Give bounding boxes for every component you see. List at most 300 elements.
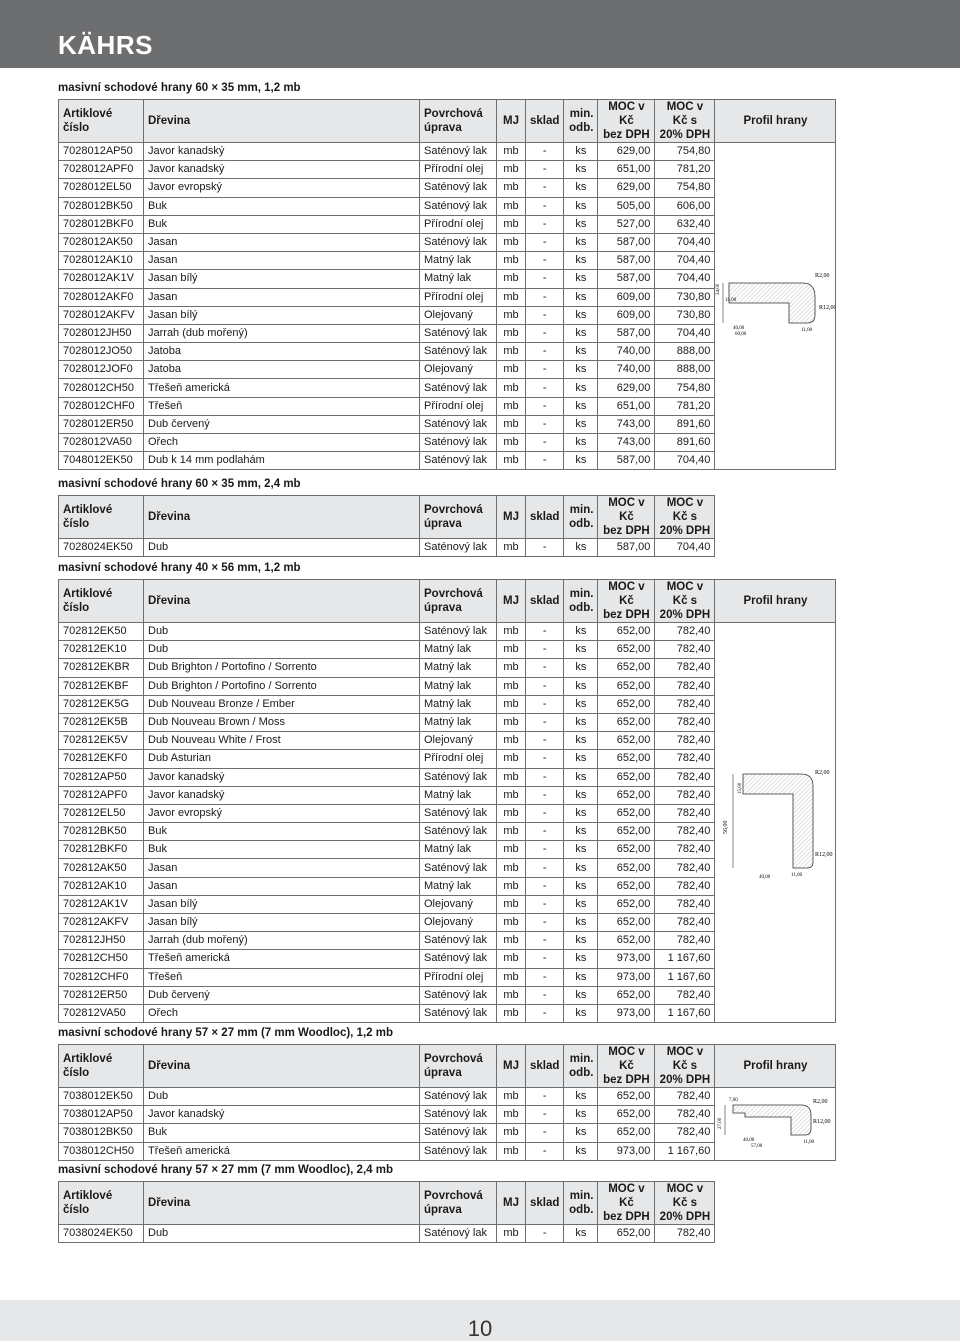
stock-cell: - — [526, 968, 564, 986]
min-order-cell: ks — [564, 215, 598, 233]
stock-cell: - — [526, 288, 564, 306]
wood-species-cell: Jasan — [144, 288, 420, 306]
min-order-cell: ks — [564, 659, 598, 677]
stock-cell: - — [526, 786, 564, 804]
stock-cell: - — [526, 841, 564, 859]
price-incl-vat-cell: 1 167,60 — [655, 1004, 715, 1022]
column-header-profile: Profil hrany — [715, 580, 836, 623]
price-incl-vat-cell: 782,40 — [655, 732, 715, 750]
wood-species-cell: Ořech — [144, 434, 420, 452]
wood-species-cell: Buk — [144, 823, 420, 841]
unit-cell: mb — [497, 179, 526, 197]
wood-species-cell: Dub Asturian — [144, 750, 420, 768]
surface-finish-cell: Olejovaný — [420, 306, 497, 324]
price-table — [58, 579, 836, 1023]
price-incl-vat-cell: 782,40 — [655, 986, 715, 1004]
min-order-cell: ks — [564, 986, 598, 1004]
price-incl-vat-cell: 781,20 — [655, 397, 715, 415]
stock-cell: - — [526, 804, 564, 822]
unit-cell: mb — [497, 161, 526, 179]
price-incl-vat-cell: 782,40 — [655, 1106, 715, 1124]
stock-cell: - — [526, 233, 564, 251]
min-order-cell: ks — [564, 932, 598, 950]
wood-species-cell: Javor kanadský — [144, 768, 420, 786]
unit-cell: mb — [497, 732, 526, 750]
column-header-price2: MOC v Kč s 20% DPH — [655, 1045, 715, 1088]
article-number-cell: 7038024EK50 — [59, 1225, 144, 1243]
edge-profile-cell — [715, 1225, 835, 1243]
stock-cell: - — [526, 932, 564, 950]
column-header-code: Artiklové číslo — [59, 580, 144, 623]
price-incl-vat-cell: 781,20 — [655, 161, 715, 179]
price-excl-vat-cell: 652,00 — [598, 914, 655, 932]
min-order-cell: ks — [564, 695, 598, 713]
article-number-cell: 7028012JOF0 — [59, 361, 144, 379]
stock-cell: - — [526, 215, 564, 233]
unit-cell: mb — [497, 623, 526, 641]
column-header-mj: MJ — [497, 1182, 526, 1225]
column-header-min: min. odb. — [564, 100, 598, 143]
price-incl-vat-cell: 782,40 — [655, 932, 715, 950]
unit-cell: mb — [497, 397, 526, 415]
article-number-cell: 702812JH50 — [59, 932, 144, 950]
surface-finish-cell: Saténový lak — [420, 1225, 497, 1243]
min-order-cell: ks — [564, 895, 598, 913]
article-number-cell: 7038012EK50 — [59, 1088, 144, 1106]
wood-species-cell: Jatoba — [144, 343, 420, 361]
article-number-cell: 7028012AKFV — [59, 306, 144, 324]
wood-species-cell: Třešeň — [144, 968, 420, 986]
min-order-cell: ks — [564, 768, 598, 786]
min-order-cell: ks — [564, 841, 598, 859]
article-number-cell: 7038012CH50 — [59, 1142, 144, 1160]
column-header-price2: MOC v Kč s 20% DPH — [655, 496, 715, 539]
price-incl-vat-cell: 782,40 — [655, 1124, 715, 1142]
price-incl-vat-cell: 704,40 — [655, 539, 715, 557]
price-excl-vat-cell: 740,00 — [598, 343, 655, 361]
price-excl-vat-cell: 587,00 — [598, 252, 655, 270]
price-excl-vat-cell: 527,00 — [598, 215, 655, 233]
price-excl-vat-cell: 973,00 — [598, 968, 655, 986]
svg-text:R2,00: R2,00 — [815, 769, 830, 776]
price-excl-vat-cell: 652,00 — [598, 750, 655, 768]
price-excl-vat-cell: 652,00 — [598, 695, 655, 713]
wood-species-cell: Javor evropský — [144, 179, 420, 197]
price-incl-vat-cell: 782,40 — [655, 786, 715, 804]
price-excl-vat-cell: 652,00 — [598, 1106, 655, 1124]
svg-text:15,00: 15,00 — [725, 298, 737, 304]
svg-text:R2,00: R2,00 — [815, 273, 830, 280]
price-excl-vat-cell: 743,00 — [598, 415, 655, 433]
stock-cell: - — [526, 859, 564, 877]
article-number-cell: 702812APF0 — [59, 786, 144, 804]
surface-finish-cell: Přírodní olej — [420, 397, 497, 415]
svg-text:34,00: 34,00 — [716, 283, 722, 296]
unit-cell: mb — [497, 539, 526, 557]
price-excl-vat-cell: 652,00 — [598, 1088, 655, 1106]
wood-species-cell: Buk — [144, 197, 420, 215]
unit-cell: mb — [497, 786, 526, 804]
stock-cell: - — [526, 695, 564, 713]
price-incl-vat-cell: 782,40 — [655, 804, 715, 822]
stock-cell: - — [526, 950, 564, 968]
unit-cell: mb — [497, 695, 526, 713]
column-header-price1: MOC v Kč bez DPH — [598, 1182, 655, 1225]
price-excl-vat-cell: 587,00 — [598, 539, 655, 557]
article-number-cell: 7028012AP50 — [59, 143, 144, 161]
stock-cell: - — [526, 539, 564, 557]
stock-cell: - — [526, 252, 564, 270]
stock-cell: - — [526, 415, 564, 433]
min-order-cell: ks — [564, 161, 598, 179]
wood-species-cell: Javor kanadský — [144, 143, 420, 161]
wood-species-cell: Javor kanadský — [144, 1106, 420, 1124]
min-order-cell: ks — [564, 415, 598, 433]
column-header-mj: MJ — [497, 580, 526, 623]
article-number-cell: 7028012JO50 — [59, 343, 144, 361]
surface-finish-cell: Saténový lak — [420, 1004, 497, 1022]
surface-finish-cell: Saténový lak — [420, 1142, 497, 1160]
price-incl-vat-cell: 888,00 — [655, 343, 715, 361]
price-incl-vat-cell: 704,40 — [655, 324, 715, 342]
price-incl-vat-cell: 888,00 — [655, 361, 715, 379]
column-header-price1: MOC v Kč bez DPH — [598, 580, 655, 623]
page-footer — [0, 1300, 960, 1341]
edge-profile-cell — [715, 623, 836, 1023]
surface-finish-cell: Saténový lak — [420, 434, 497, 452]
unit-cell: mb — [497, 804, 526, 822]
min-order-cell: ks — [564, 288, 598, 306]
table-row — [59, 1225, 835, 1243]
article-number-cell: 702812VA50 — [59, 1004, 144, 1022]
stock-cell: - — [526, 1124, 564, 1142]
price-excl-vat-cell: 652,00 — [598, 859, 655, 877]
price-excl-vat-cell: 652,00 — [598, 986, 655, 1004]
min-order-cell: ks — [564, 143, 598, 161]
min-order-cell: ks — [564, 859, 598, 877]
unit-cell: mb — [497, 986, 526, 1004]
product-section — [58, 1025, 902, 1161]
article-number-cell: 7028012EL50 — [59, 179, 144, 197]
wood-species-cell: Dub červený — [144, 415, 420, 433]
unit-cell: mb — [497, 1142, 526, 1160]
price-excl-vat-cell: 609,00 — [598, 306, 655, 324]
page-header — [0, 0, 960, 68]
unit-cell: mb — [497, 306, 526, 324]
column-header-sklad: sklad — [526, 100, 564, 143]
price-incl-vat-cell: 782,40 — [655, 859, 715, 877]
stock-cell: - — [526, 732, 564, 750]
price-excl-vat-cell: 973,00 — [598, 1142, 655, 1160]
min-order-cell: ks — [564, 179, 598, 197]
column-header-profile — [715, 1182, 835, 1225]
svg-text:60,00: 60,00 — [735, 332, 747, 338]
svg-text:40,00: 40,00 — [733, 326, 745, 332]
wood-species-cell: Buk — [144, 1124, 420, 1142]
edge-profile-drawing — [715, 263, 835, 343]
column-header-price1: MOC v Kč bez DPH — [598, 496, 655, 539]
surface-finish-cell: Saténový lak — [420, 452, 497, 470]
min-order-cell: ks — [564, 786, 598, 804]
price-excl-vat-cell: 629,00 — [598, 379, 655, 397]
article-number-cell: 702812ER50 — [59, 986, 144, 1004]
price-incl-vat-cell: 782,40 — [655, 895, 715, 913]
article-number-cell: 7028012APF0 — [59, 161, 144, 179]
unit-cell: mb — [497, 361, 526, 379]
column-header-min: min. odb. — [564, 1045, 598, 1088]
wood-species-cell: Dub — [144, 1225, 420, 1243]
svg-text:56,00: 56,00 — [723, 820, 730, 834]
unit-cell: mb — [497, 252, 526, 270]
stock-cell: - — [526, 623, 564, 641]
wood-species-cell: Jasan — [144, 859, 420, 877]
wood-species-cell: Třešeň — [144, 397, 420, 415]
wood-species-cell: Dub — [144, 1088, 420, 1106]
stock-cell: - — [526, 324, 564, 342]
min-order-cell: ks — [564, 1225, 598, 1243]
column-header-wood: Dřevina — [144, 496, 420, 539]
stock-cell: - — [526, 914, 564, 932]
min-order-cell: ks — [564, 823, 598, 841]
unit-cell: mb — [497, 288, 526, 306]
edge-profile-cell — [715, 1088, 836, 1161]
price-incl-vat-cell: 1 167,60 — [655, 1142, 715, 1160]
price-incl-vat-cell: 730,80 — [655, 306, 715, 324]
unit-cell: mb — [497, 415, 526, 433]
stock-cell: - — [526, 434, 564, 452]
unit-cell: mb — [497, 452, 526, 470]
wood-species-cell: Jarrah (dub mořený) — [144, 932, 420, 950]
unit-cell: mb — [497, 659, 526, 677]
surface-finish-cell: Saténový lak — [420, 823, 497, 841]
price-excl-vat-cell: 652,00 — [598, 841, 655, 859]
svg-text:40,00: 40,00 — [759, 874, 771, 880]
unit-cell: mb — [497, 1225, 526, 1243]
price-incl-vat-cell: 782,40 — [655, 768, 715, 786]
price-incl-vat-cell: 1 167,60 — [655, 950, 715, 968]
article-number-cell: 7048012EK50 — [59, 452, 144, 470]
wood-species-cell: Jasan bílý — [144, 306, 420, 324]
article-number-cell: 7028012AK1V — [59, 270, 144, 288]
column-header-profile: Profil hrany — [715, 1045, 836, 1088]
surface-finish-cell: Saténový lak — [420, 197, 497, 215]
price-incl-vat-cell: 782,40 — [655, 713, 715, 731]
min-order-cell: ks — [564, 713, 598, 731]
section-title: masivní schodové hrany 57 × 27 mm (7 mm Woodloc), 1,2 mb — [58, 1027, 393, 1039]
unit-cell: mb — [497, 641, 526, 659]
stock-cell: - — [526, 986, 564, 1004]
price-incl-vat-cell: 704,40 — [655, 252, 715, 270]
price-excl-vat-cell: 652,00 — [598, 823, 655, 841]
edge-profile-drawing — [715, 760, 835, 880]
stock-cell: - — [526, 1004, 564, 1022]
article-number-cell: 7028012ER50 — [59, 415, 144, 433]
min-order-cell: ks — [564, 914, 598, 932]
surface-finish-cell: Saténový lak — [420, 539, 497, 557]
column-header-finish: Povrchová úprava — [420, 496, 497, 539]
surface-finish-cell: Saténový lak — [420, 1106, 497, 1124]
article-number-cell: 702812AK1V — [59, 895, 144, 913]
wood-species-cell: Dub Brighton / Portofino / Sorrento — [144, 659, 420, 677]
surface-finish-cell: Saténový lak — [420, 1124, 497, 1142]
price-incl-vat-cell: 782,40 — [655, 1225, 715, 1243]
wood-species-cell: Dub k 14 mm podlahám — [144, 452, 420, 470]
surface-finish-cell: Přírodní olej — [420, 968, 497, 986]
stock-cell: - — [526, 877, 564, 895]
price-excl-vat-cell: 743,00 — [598, 434, 655, 452]
column-header-wood: Dřevina — [144, 580, 420, 623]
surface-finish-cell: Přírodní olej — [420, 750, 497, 768]
min-order-cell: ks — [564, 252, 598, 270]
surface-finish-cell: Saténový lak — [420, 415, 497, 433]
price-excl-vat-cell: 587,00 — [598, 270, 655, 288]
price-incl-vat-cell: 782,40 — [655, 641, 715, 659]
article-number-cell: 7028012BK50 — [59, 197, 144, 215]
price-incl-vat-cell: 730,80 — [655, 288, 715, 306]
section-title: masivní schodové hrany 60 × 35 mm, 1,2 mb — [58, 82, 301, 94]
wood-species-cell: Dub červený — [144, 986, 420, 1004]
min-order-cell: ks — [564, 623, 598, 641]
price-excl-vat-cell: 652,00 — [598, 641, 655, 659]
wood-species-cell: Dub Brighton / Portofino / Sorrento — [144, 677, 420, 695]
unit-cell: mb — [497, 950, 526, 968]
price-incl-vat-cell: 891,60 — [655, 434, 715, 452]
table-row — [59, 1088, 836, 1106]
surface-finish-cell: Olejovaný — [420, 914, 497, 932]
stock-cell: - — [526, 823, 564, 841]
wood-species-cell: Třešeň americká — [144, 379, 420, 397]
min-order-cell: ks — [564, 306, 598, 324]
unit-cell: mb — [497, 859, 526, 877]
stock-cell: - — [526, 143, 564, 161]
price-excl-vat-cell: 629,00 — [598, 179, 655, 197]
article-number-cell: 702812EKBF — [59, 677, 144, 695]
price-incl-vat-cell: 782,40 — [655, 623, 715, 641]
article-number-cell: 702812AP50 — [59, 768, 144, 786]
min-order-cell: ks — [564, 452, 598, 470]
article-number-cell: 7028012AKF0 — [59, 288, 144, 306]
surface-finish-cell: Matný lak — [420, 252, 497, 270]
unit-cell: mb — [497, 270, 526, 288]
stock-cell: - — [526, 161, 564, 179]
price-incl-vat-cell: 704,40 — [655, 270, 715, 288]
price-excl-vat-cell: 587,00 — [598, 233, 655, 251]
unit-cell: mb — [497, 750, 526, 768]
unit-cell: mb — [497, 197, 526, 215]
price-incl-vat-cell: 606,00 — [655, 197, 715, 215]
stock-cell: - — [526, 895, 564, 913]
column-header-price2: MOC v Kč s 20% DPH — [655, 1182, 715, 1225]
article-number-cell: 7028012CH50 — [59, 379, 144, 397]
surface-finish-cell: Matný lak — [420, 270, 497, 288]
unit-cell: mb — [497, 379, 526, 397]
article-number-cell: 702812EK5B — [59, 713, 144, 731]
svg-text:R12,00: R12,00 — [819, 305, 836, 312]
surface-finish-cell: Saténový lak — [420, 233, 497, 251]
article-number-cell: 702812BK50 — [59, 823, 144, 841]
article-number-cell: 702812EK10 — [59, 641, 144, 659]
edge-profile-drawing — [715, 1091, 835, 1151]
price-incl-vat-cell: 704,40 — [655, 233, 715, 251]
surface-finish-cell: Saténový lak — [420, 343, 497, 361]
unit-cell: mb — [497, 713, 526, 731]
column-header-min: min. odb. — [564, 580, 598, 623]
price-excl-vat-cell: 652,00 — [598, 786, 655, 804]
column-header-code: Artiklové číslo — [59, 1045, 144, 1088]
surface-finish-cell: Matný lak — [420, 841, 497, 859]
price-table — [58, 99, 836, 470]
svg-text:40,00: 40,00 — [743, 1137, 755, 1143]
wood-species-cell: Jasan bílý — [144, 914, 420, 932]
price-incl-vat-cell: 782,40 — [655, 677, 715, 695]
unit-cell: mb — [497, 1106, 526, 1124]
svg-text:57,00: 57,00 — [751, 1143, 763, 1149]
wood-species-cell: Jasan — [144, 233, 420, 251]
column-header-mj: MJ — [497, 100, 526, 143]
price-excl-vat-cell: 652,00 — [598, 932, 655, 950]
svg-text:R2,00: R2,00 — [813, 1098, 828, 1105]
price-table — [58, 1181, 835, 1243]
column-header-wood: Dřevina — [144, 100, 420, 143]
svg-text:27,00: 27,00 — [718, 1117, 724, 1129]
wood-species-cell: Třešeň americká — [144, 1142, 420, 1160]
column-header-price1: MOC v Kč bez DPH — [598, 1045, 655, 1088]
surface-finish-cell: Matný lak — [420, 713, 497, 731]
stock-cell: - — [526, 270, 564, 288]
price-excl-vat-cell: 609,00 — [598, 288, 655, 306]
min-order-cell: ks — [564, 804, 598, 822]
wood-species-cell: Dub Nouveau White / Frost — [144, 732, 420, 750]
unit-cell: mb — [497, 434, 526, 452]
surface-finish-cell: Saténový lak — [420, 324, 497, 342]
column-header-price2: MOC v Kč s 20% DPH — [655, 100, 715, 143]
product-section — [58, 476, 902, 557]
article-number-cell: 702812AK10 — [59, 877, 144, 895]
article-number-cell: 702812AK50 — [59, 859, 144, 877]
price-excl-vat-cell: 740,00 — [598, 361, 655, 379]
column-header-mj: MJ — [497, 1045, 526, 1088]
column-header-profile — [715, 496, 835, 539]
wood-species-cell: Třešeň americká — [144, 950, 420, 968]
unit-cell: mb — [497, 895, 526, 913]
stock-cell: - — [526, 379, 564, 397]
price-excl-vat-cell: 505,00 — [598, 197, 655, 215]
wood-species-cell: Jasan — [144, 252, 420, 270]
stock-cell: - — [526, 750, 564, 768]
price-excl-vat-cell: 652,00 — [598, 732, 655, 750]
price-incl-vat-cell: 782,40 — [655, 877, 715, 895]
surface-finish-cell: Saténový lak — [420, 804, 497, 822]
section-title: masivní schodové hrany 57 × 27 mm (7 mm Woodloc), 2,4 mb — [58, 1164, 393, 1176]
min-order-cell: ks — [564, 361, 598, 379]
price-excl-vat-cell: 652,00 — [598, 1225, 655, 1243]
column-header-finish: Povrchová úprava — [420, 580, 497, 623]
surface-finish-cell: Saténový lak — [420, 859, 497, 877]
table-row — [59, 539, 835, 557]
price-excl-vat-cell: 652,00 — [598, 895, 655, 913]
stock-cell: - — [526, 343, 564, 361]
price-incl-vat-cell: 1 167,60 — [655, 968, 715, 986]
wood-species-cell: Buk — [144, 215, 420, 233]
stock-cell: - — [526, 452, 564, 470]
wood-species-cell: Javor evropský — [144, 804, 420, 822]
price-excl-vat-cell: 652,00 — [598, 877, 655, 895]
min-order-cell: ks — [564, 677, 598, 695]
price-excl-vat-cell: 651,00 — [598, 161, 655, 179]
wood-species-cell: Jatoba — [144, 361, 420, 379]
min-order-cell: ks — [564, 950, 598, 968]
stock-cell: - — [526, 397, 564, 415]
